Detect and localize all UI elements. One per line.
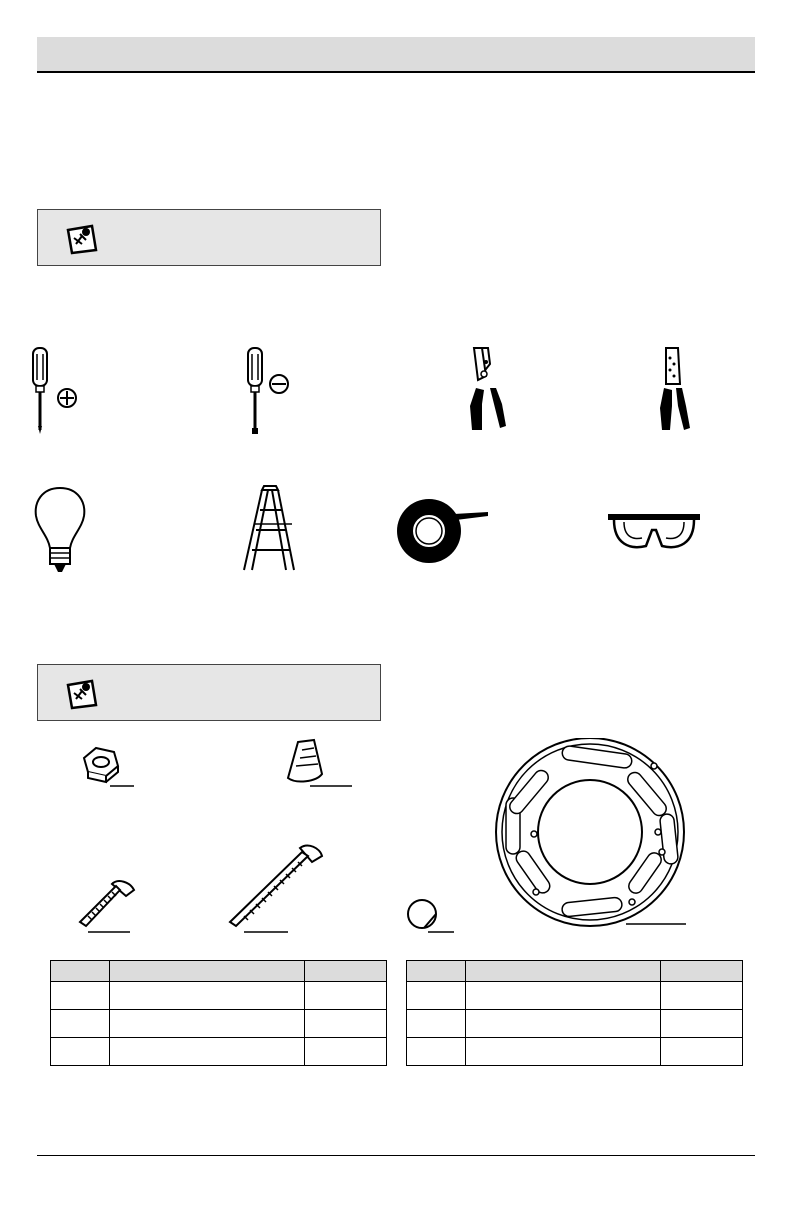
note-pin-icon	[62, 677, 102, 711]
table-cell	[110, 1038, 305, 1066]
long-screw-icon	[226, 842, 326, 936]
table-cell	[305, 1010, 387, 1038]
table-cell	[51, 1010, 110, 1038]
table-cell	[466, 1038, 661, 1066]
table-row	[51, 982, 387, 1010]
table-cell	[305, 1038, 387, 1066]
electrical-tape-icon	[396, 496, 496, 566]
table-cell	[407, 1010, 466, 1038]
light-bulb-icon	[32, 486, 92, 576]
table-cell	[466, 1010, 661, 1038]
table-header-row	[407, 961, 743, 982]
table-cell	[110, 982, 305, 1010]
table-header-cell	[305, 961, 387, 982]
note-pin-icon	[62, 222, 102, 256]
table-header-cell	[661, 961, 743, 982]
table-row	[407, 982, 743, 1010]
page-header-bar	[37, 37, 755, 73]
table-cell	[407, 982, 466, 1010]
table-cell	[407, 1038, 466, 1066]
flat-screwdriver-icon	[242, 346, 302, 436]
parts-table-right	[406, 960, 743, 1066]
table-cell	[51, 1038, 110, 1066]
table-cell	[661, 982, 743, 1010]
tools-note-box	[37, 209, 381, 266]
table-cell	[110, 1010, 305, 1038]
table-header-cell	[466, 961, 661, 982]
table-row	[407, 1010, 743, 1038]
parts-table-left	[50, 960, 387, 1066]
hardware-note-box	[37, 664, 381, 721]
mounting-plate-icon	[492, 738, 688, 930]
table-row	[407, 1038, 743, 1066]
step-ladder-icon	[240, 484, 304, 576]
table-cell	[305, 982, 387, 1010]
short-screw-icon	[76, 876, 140, 936]
table-cell	[466, 982, 661, 1010]
wire-cutter-icon	[460, 344, 510, 436]
table-header-cell	[407, 961, 466, 982]
safety-glasses-icon	[606, 508, 702, 554]
wire-stripper-icon	[648, 344, 698, 436]
hex-nut-icon	[76, 744, 136, 790]
footer-rule	[37, 1155, 755, 1156]
table-cell	[51, 982, 110, 1010]
wire-connector-icon	[280, 738, 354, 790]
table-row	[51, 1010, 387, 1038]
table-cell	[661, 1010, 743, 1038]
table-header-row	[51, 961, 387, 982]
table-header-cell	[51, 961, 110, 982]
phillips-screwdriver-icon	[22, 346, 82, 436]
table-row	[51, 1038, 387, 1066]
table-header-cell	[110, 961, 305, 982]
small-dome-icon	[404, 896, 456, 936]
table-cell	[661, 1038, 743, 1066]
